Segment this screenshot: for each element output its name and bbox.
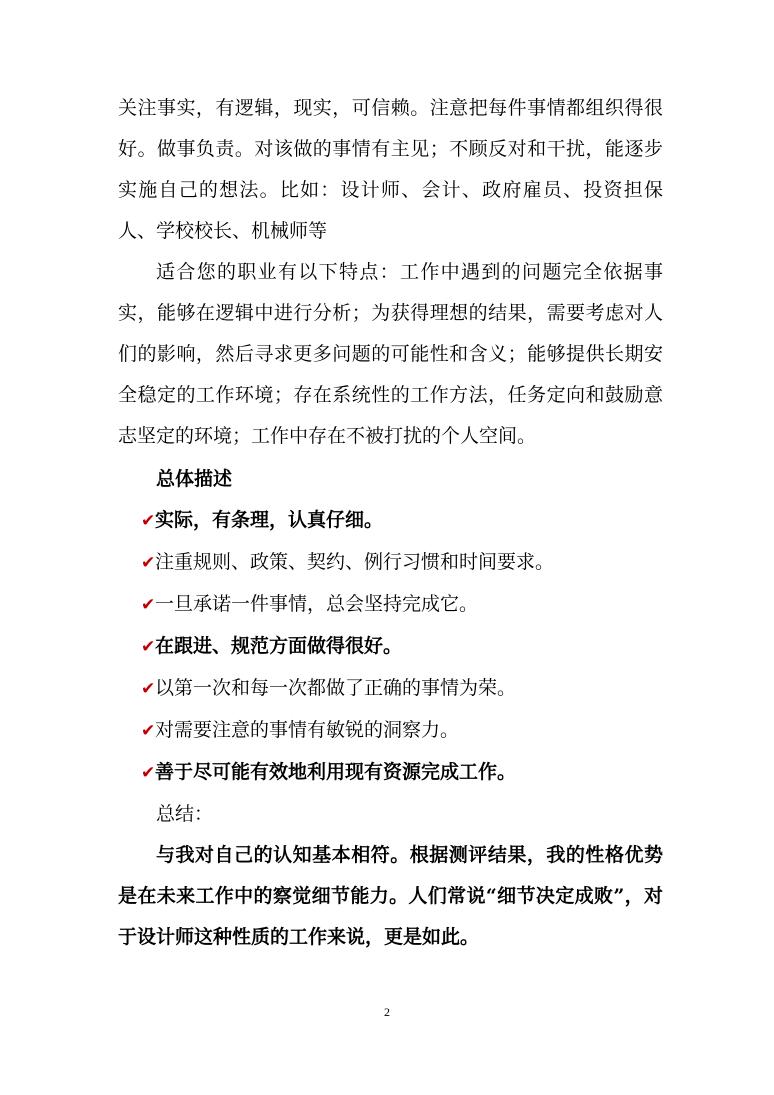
checkmark-icon: ✔ bbox=[141, 763, 156, 783]
checkmark-icon: ✔ bbox=[141, 679, 156, 699]
checklist-item bbox=[118, 668, 663, 710]
checklist-item-text: 在跟进、规范方面做得很好。 bbox=[155, 635, 403, 657]
checklist-item-text: 对需要注意的事情有敏锐的洞察力。 bbox=[155, 719, 460, 741]
document-page bbox=[118, 88, 663, 958]
checkmark-icon: ✔ bbox=[141, 511, 156, 531]
checklist-item-text: 注重规则、政策、契约、例行习惯和时间要求。 bbox=[155, 551, 555, 573]
paragraph-traits: 关注事实，有逻辑，现实，可信赖。注意把每件事情都组织得很好。做事负责。对该做的事情有主见；不顾反对和干扰，能逐步实施自己的想法。比如：设计师、会计、政府雇员、投资担保人、学校校长、机械师等 bbox=[118, 97, 663, 242]
checklist-item bbox=[118, 584, 663, 626]
checkmark-icon: ✔ bbox=[141, 721, 156, 741]
checklist-item bbox=[118, 626, 663, 668]
checklist-item bbox=[118, 500, 663, 542]
checkmark-icon: ✔ bbox=[141, 637, 156, 657]
checklist-item-text: 实际，有条理，认真仔细。 bbox=[155, 509, 384, 531]
checklist-item-text: 善于尽可能有效地利用现有资源完成工作。 bbox=[155, 761, 517, 783]
paragraph-career-features: 适合您的职业有以下特点：工作中遇到的问题完全依据事实，能够在逻辑中进行分析；为获得理想的结果，需要考虑对人们的影响，然后寻求更多问题的可能性和含义；能够提供长期安全稳定的工作环境；存在系统性的工作方法，任务定向和鼓励意志坚定的环境；工作中存在不被打扰的个人空间。 bbox=[118, 261, 663, 447]
checkmark-icon: ✔ bbox=[141, 595, 156, 615]
page-number: 2 bbox=[384, 1005, 390, 1019]
checklist-item-text: 以第一次和每一次都做了正确的事情为荣。 bbox=[155, 677, 517, 699]
summary-label: 总结： bbox=[156, 803, 214, 825]
checklist-item bbox=[118, 710, 663, 752]
checkmark-icon: ✔ bbox=[141, 553, 156, 573]
checklist-item-text: 一旦承诺一件事情，总会坚持完成它。 bbox=[155, 593, 479, 615]
checklist bbox=[118, 500, 663, 794]
overview-heading: 总体描述 bbox=[156, 468, 233, 490]
checklist-item bbox=[118, 752, 663, 794]
checklist-item bbox=[118, 542, 663, 584]
summary-text: 与我对自己的认知基本相符。根据测评结果，我的性格优势是在未来工作中的察觉细节能力。人们常说“细节决定成败”，对于设计师这种性质的工作来说，更是如此。 bbox=[118, 844, 663, 948]
